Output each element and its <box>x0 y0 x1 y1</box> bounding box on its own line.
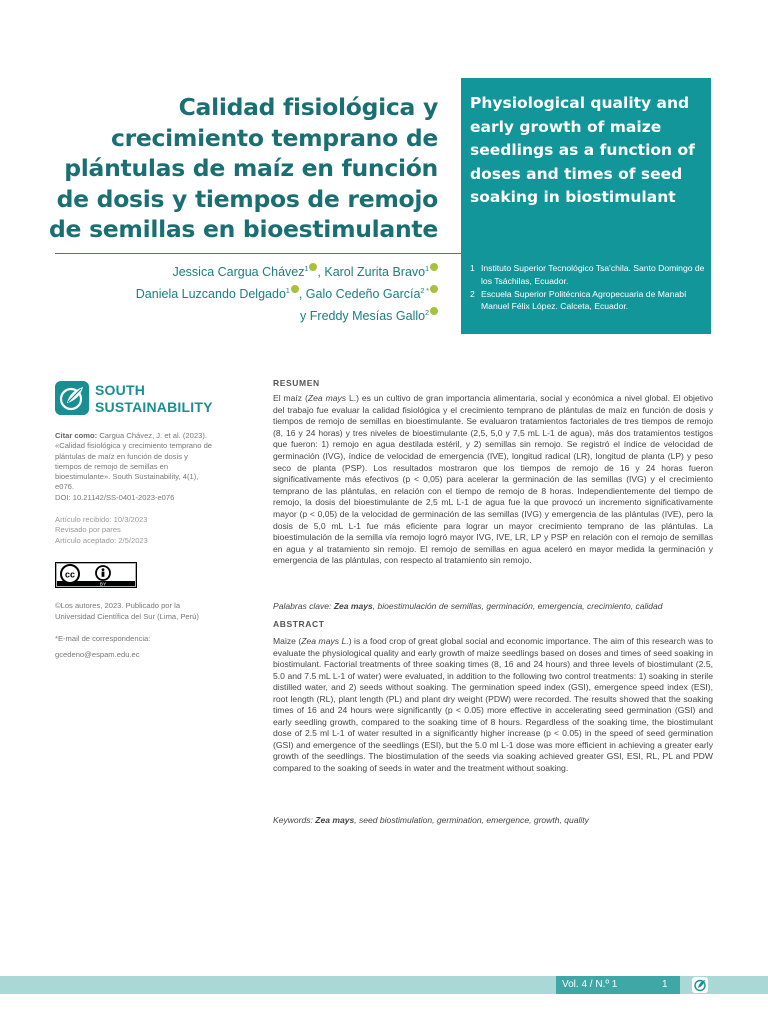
affiliation-item <box>470 288 706 314</box>
keywords-list: , seed biostimulation, germination, emergence, growth, quality <box>354 815 589 825</box>
author-sup: 2 <box>425 310 429 318</box>
abstract-heading: ABSTRACT <box>273 619 325 629</box>
orcid-icon[interactable] <box>430 307 438 315</box>
orcid-icon[interactable] <box>430 263 438 271</box>
author-sup: 1 <box>285 288 290 296</box>
journal-logo-small-icon <box>692 977 708 993</box>
doi[interactable]: DOI: 10.21142/SS-0401-2023-e076 <box>55 492 175 502</box>
author-name[interactable]: Daniela Luzcando Delgado <box>135 287 286 302</box>
journal-logo-icon <box>55 381 89 415</box>
author-name[interactable]: Galo Cedeño García <box>305 287 421 302</box>
author-list <box>80 260 438 326</box>
footer-volume: Vol. 4 / N.º 1 <box>562 979 618 990</box>
species-name: Zea mays L. <box>301 636 349 646</box>
correspondence-label: *E-mail de correspondencia: <box>55 633 151 643</box>
species-name: Zea mays <box>333 601 373 611</box>
orcid-icon[interactable] <box>430 285 438 293</box>
author-sup: 1 <box>425 266 429 273</box>
cc-text: cc <box>64 569 76 580</box>
author-sup: 2 * <box>420 288 429 296</box>
keywords-label: Keywords: <box>273 815 316 825</box>
english-title: Physiological quality and early growth of maize seedlings as a function of doses and times of seed soaking in biostimulant <box>470 94 695 206</box>
author-name[interactable]: Jessica Cargua Chávez <box>172 265 305 280</box>
species-name: Zea mays <box>315 815 355 825</box>
date-received: Artículo recibido: 10/3/2023 <box>55 515 148 525</box>
affiliation-item <box>470 262 706 288</box>
affiliation-number: 1 <box>470 263 475 273</box>
author-sup: 1 <box>304 266 309 273</box>
article-info-sidebar <box>55 431 215 672</box>
copyright: ©Los autores, 2023. Publicado por la Universidad Científica del Sur (Lima, Perú) <box>55 601 199 621</box>
resumen-paragraph <box>273 393 713 567</box>
affiliation-text: Instituto Superior Tecnológico Tsa'chila. Santo Domingo de los Tsáchilas, Ecuador. <box>481 263 705 286</box>
text-fragment: El maíz ( <box>273 393 308 403</box>
separator: , <box>317 265 321 280</box>
journal-name-line2: SUSTAINABILITY <box>95 399 213 415</box>
spanish-title: Calidad fisiológica y crecimiento temprano de plántulas de maíz en función de dosis y tiempos de remojo de semillas en bioestimulante <box>49 93 438 243</box>
text-fragment: Maize ( <box>273 636 302 646</box>
keywords-label: Palabras clave: <box>273 601 334 611</box>
by-text: BY <box>99 582 107 588</box>
affiliation-text: Escuela Superior Politécnica Agropecuaria de Manabí Manuel Félix López. Calceta, Ecuador. <box>481 288 687 312</box>
cc-by-license-icon[interactable] <box>55 562 137 588</box>
text-fragment: L.) es un cultivo de gran importancia alimentaria, social y económica a nivel global. El objetivo del trabajo fue evaluar la calidad fisiológica y el crecimiento temprano de plántulas de maíz en función de dosis y tiempos de remojo de semillas en bioestimulante. Se evaluaron tratamientos factoriales de tres tiempos de remojo (8, 16 y 24 horas) y tres niveles de bioestimulante (2,5, 5,0 y 7,5 mL L-1 de agua), más dos tratamientos testigos que fueron: 1) remojo en agua destilada estéril, y 2) semillas sin remojo. Se registró el índice de velocidad de germinación (IVG), índice de velocidad de emergencia (IVE), longitud radical (LR), longitud de planta (LP) y peso seco de planta (PSP). Los resultados mostraron que los tiempos de remojo de 16 y 24 horas fueron significativamente más efectivos (p < 0,05) para acelerar la germinación de las semillas (IVG) y el crecimiento temprano de las plántulas, en relación con el tiempo de remojo de 8 horas. Independientemente del tiempo de remojo, la dosis del bioestimulante de 2,5 mL L-1 de agua fue la que provocó un incremento significativamente mayor (p < 0,05) de la velocidad de germinación de las semillas (IVG) y emergencia de las plántulas (IVE), pero la dosis de 5,0 mL L-1 fue más eficiente para lograr un mayor crecimiento temprano de las plántulas. La bioestimulación de la semilla vía remojo logró mayor IVG, IVE, LR, LP y PSP en relación con el remojo de semillas en agua y al tratamiento sin remojo. El remojo de semillas en agua aceleró en mayor medida la germinación y emergencia de las plántulas, con respecto al tratamiento sin remojo. <box>273 393 714 566</box>
affiliation-number: 2 <box>470 288 475 299</box>
title-divider <box>55 253 461 254</box>
text-fragment: ) is a food crop of great global social and economic importance. The aim of this research was to evaluate the physiological quality and early growth of maize seedlings based on doses and times of seed soaking in biostimulant. Factorial treatments of three soaking times (8, 16 and 24 hours) and three levels of biostimulant (2.5, 5.0 and 7.5 mL L-1 of water) were evaluated, in addition to the following two control treatments: 1) soaking in sterile distilled water, and 2) seeds without soaking. The germination speed index (GSI), emergence speed index (ESI), root length (RL), plant length (PL) and plant dry weight (PDW) were recorded. The results showed that the soaking times of 16 and 24 hours were significantly (p < 0.05) more effective in accelerating seed germination (GSI) and early seedling growth, compared to the soaking time of 8 hours. Regardless of the soaking time, the biostimulant dose of 2.5 ml L-1 of water resulted in a significantly higher increase (p < 0.05) in the speed of seed germination (GSI) and emergence of the seedlings (ESI), but the 5.0 ml L-1 dose was more efficient in achieving a greater early growth of the seedlings. The biostimulation of the seeds via soaking achieved greater GSI, ESI, RL, PL and PDW compared to the soaking of seeds in water and the treatment without soaking. <box>273 636 713 774</box>
citation <box>55 431 215 503</box>
journal-name-line1: SOUTH <box>95 382 145 398</box>
affiliations <box>470 262 706 313</box>
page-number: 1 <box>662 979 668 990</box>
separator: , <box>298 287 303 302</box>
correspondence <box>55 634 215 661</box>
keywords <box>273 815 713 825</box>
citation-text: Cargua Chávez, J. et al. (2023). «Calidad fisiológica y crecimiento temprano de plántulas de maíz en función de dosis y tiempos de remojo de semillas en bioestimulante». South Sustainability, 4(1), e076. <box>55 431 213 492</box>
date-accepted: Artículo aceptado: 2/5/2023 <box>55 535 148 545</box>
species-name: Zea mays <box>307 393 346 403</box>
abstract-paragraph <box>273 636 713 775</box>
journal-name <box>95 382 213 416</box>
keywords-list: , bioestimulación de semillas, germinación, emergencia, crecimiento, calidad <box>372 601 663 611</box>
palabras-clave <box>273 601 713 611</box>
article-dates <box>55 515 215 546</box>
resumen-heading: RESUMEN <box>273 378 320 388</box>
peer-reviewed: Revisado por pares <box>55 525 121 535</box>
correspondence-email[interactable]: gcedeno@espam.edu.ec <box>55 650 140 660</box>
author-name[interactable]: Karol Zurita Bravo <box>324 265 426 280</box>
journal-logo[interactable] <box>55 381 245 419</box>
orcid-icon[interactable] <box>291 285 299 293</box>
citation-label: Citar como: <box>55 431 98 440</box>
author-name[interactable]: y Freddy Mesías Gallo <box>300 309 426 324</box>
